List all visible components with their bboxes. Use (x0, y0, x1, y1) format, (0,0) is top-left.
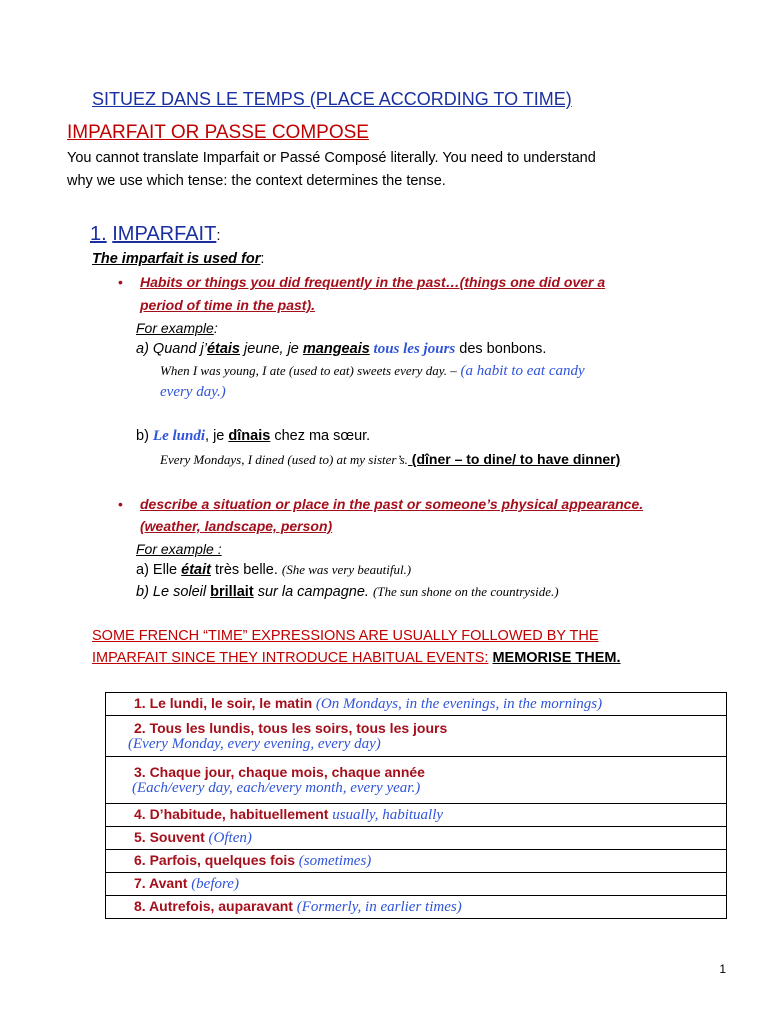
table-row (106, 850, 727, 873)
intro-line-1: You cannot translate Imparfait or Passé Composé literally. You need to understand (67, 150, 596, 166)
bullet-dot-1: • (118, 274, 123, 290)
time-expr-line1: SOME FRENCH “TIME” EXPRESSIONS ARE USUALLY FOLLOWED BY THE (92, 628, 599, 644)
section-heading (90, 223, 221, 246)
example-1a-note: every day.) (160, 384, 226, 400)
for-example-label-1: For example: (136, 320, 218, 336)
table-row (106, 693, 727, 716)
intro-line-2: why we use which tense: the context determines the tense. (67, 173, 446, 189)
page-subtitle: IMPARFAIT OR PASSE COMPOSE (67, 122, 369, 143)
table-row (106, 873, 727, 896)
table-cell: 2. Tous les lundis, tous les soirs, tous les jours (Every Monday, every evening, every day) (106, 716, 727, 757)
used-for-colon: : (260, 251, 265, 267)
section-title: IMPARFAIT (112, 223, 217, 245)
section-number: 1. (90, 223, 107, 245)
table-cell: 5. Souvent (Often) (106, 827, 727, 850)
example-1b-translation: Every Mondays, I dined (used to) at my sister’s. (dîner – to dine/ to have dinner) (160, 451, 621, 467)
table-cell: 6. Parfois, quelques fois (sometimes) (106, 850, 727, 873)
section-colon: : (216, 227, 221, 244)
table-cell: 1. Le lundi, le soir, le matin (On Mondays, in the evenings, in the mornings) (106, 693, 727, 716)
time-expressions-table (105, 692, 727, 919)
used-for-label (92, 251, 264, 267)
table-row (106, 827, 727, 850)
table-row (106, 896, 727, 919)
example-1a-translation: When I was young, I ate (used to eat) sweets every day. – (a habit to eat candy (160, 363, 585, 379)
for-example-label-2: For example : (136, 541, 222, 557)
memorise-label: MEMORISE THEM. (492, 650, 621, 666)
table-row (106, 804, 727, 827)
table-row (106, 757, 727, 804)
table-cell: 7. Avant (before) (106, 873, 727, 896)
table-cell: 4. D’habitude, habituellement usually, habitually (106, 804, 727, 827)
bullet2-line1: describe a situation or place in the past or someone’s physical appearance. (140, 496, 644, 512)
table-cell: 8. Autrefois, auparavant (Formerly, in earlier times) (106, 896, 727, 919)
table-cell: 3. Chaque jour, chaque mois, chaque année (Each/every day, each/every month, every year.) (106, 757, 727, 804)
page-number: 1 (719, 962, 726, 976)
example-1a: a) Quand j’étais jeune, je mangeais tous les jours des bonbons. (136, 341, 547, 357)
table-row (106, 716, 727, 757)
bullet2-line2: (weather, landscape, person) (140, 518, 333, 534)
bullet1-line1: Habits or things you did frequently in the past…(things one did over a (140, 274, 606, 290)
used-for-text: The imparfait is used for (92, 251, 261, 267)
bullet1-line2: period of time in the past). (140, 297, 316, 313)
page-title: SITUEZ DANS LE TEMPS (PLACE ACCORDING TO TIME) (92, 89, 572, 109)
bullet-dot-2: • (118, 496, 123, 512)
example-2b: b) Le soleil brillait sur la campagne. (The sun shone on the countryside.) (136, 584, 559, 600)
example-1b: b) Le lundi, je dînais chez ma sœur. (136, 428, 371, 444)
example-2a: a) Elle était très belle. (She was very beautiful.) (136, 562, 412, 578)
time-expr-line2: IMPARFAIT SINCE THEY INTRODUCE HABITUAL EVENTS: MEMORISE THEM. (92, 650, 621, 666)
